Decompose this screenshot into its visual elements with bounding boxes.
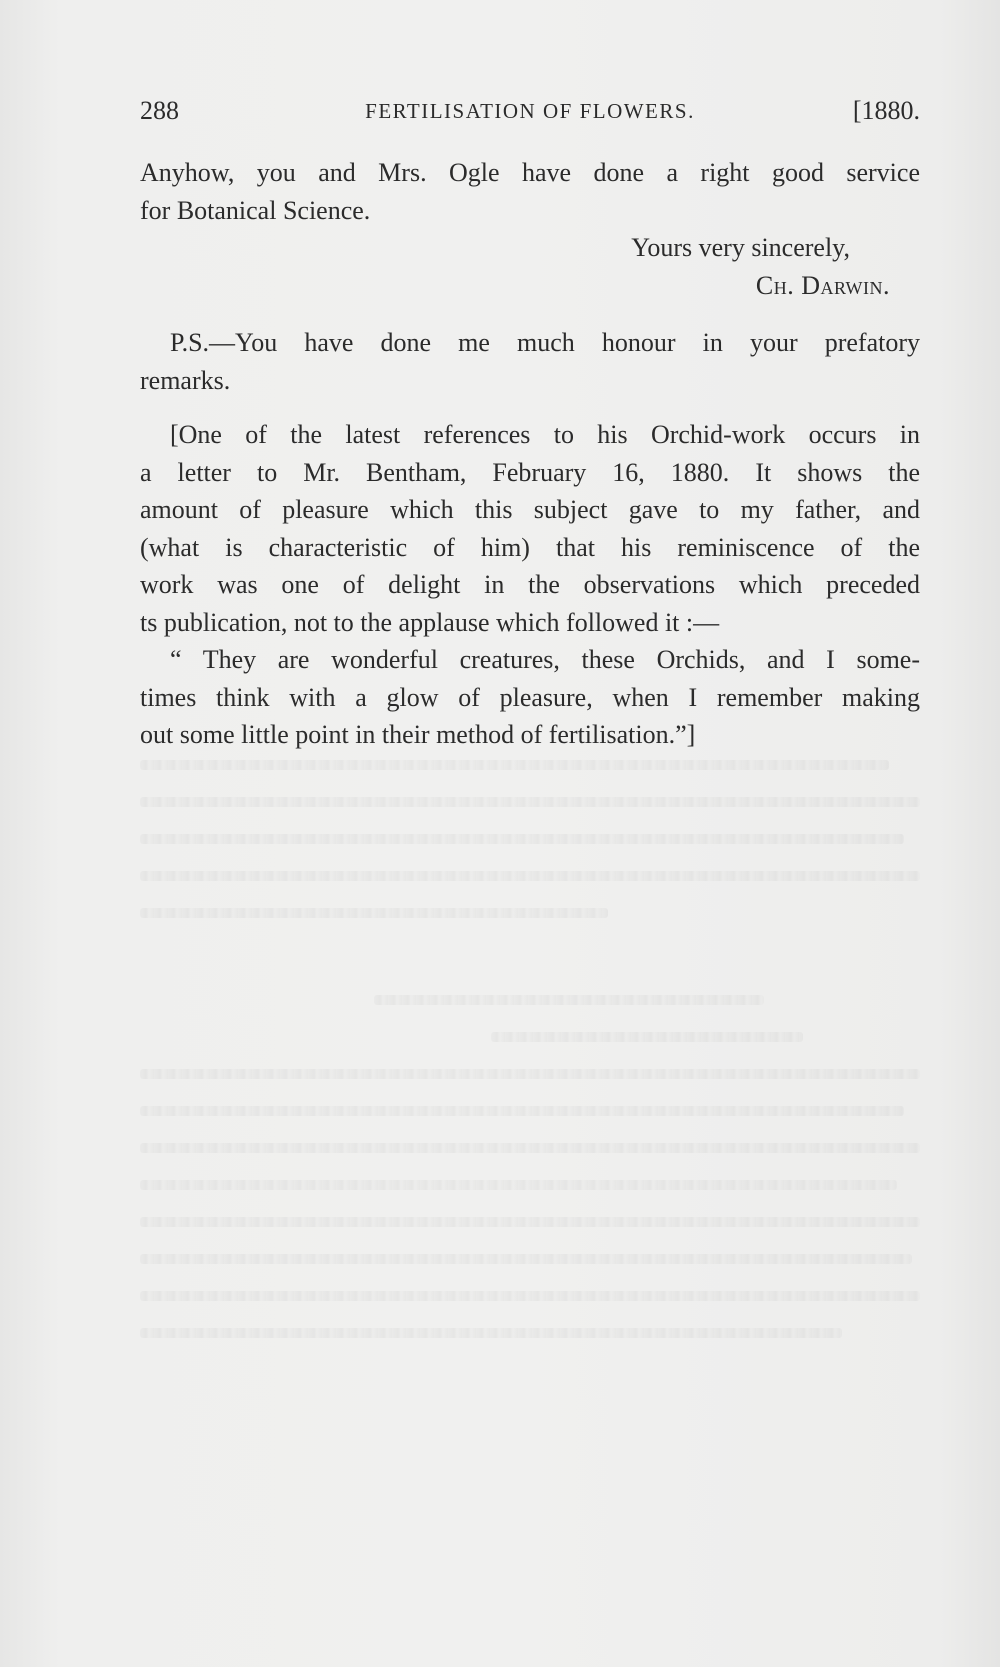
text-line: times think with a glow of pleasure, when I remember making <box>140 682 920 712</box>
paragraph-closing <box>140 154 920 229</box>
postscript <box>140 324 920 399</box>
header-year: [1880. <box>852 96 920 125</box>
text-line: work was one of delight in the observations which preceded <box>140 570 920 599</box>
text-line: out some little point in their method of fertilisation.”] <box>140 720 696 749</box>
text-line: a letter to Mr. Bentham, February 16, 1880. It shows the <box>140 457 920 487</box>
bleed-through-texture <box>140 760 920 1460</box>
text-line: amount of pleasure which this subject gave to my father, and <box>140 495 920 524</box>
text-line: remarks. <box>140 365 231 395</box>
text-line: for Botanical Science. <box>140 195 371 225</box>
body-text <box>140 154 920 754</box>
page-number: 288 <box>140 96 179 125</box>
text-line: P.S.—You have done me much honour in your prefatory <box>170 328 920 357</box>
running-header <box>140 96 920 130</box>
quotation <box>140 641 920 754</box>
text-line: [One of the latest references to his Orchid-work occurs in <box>170 420 920 449</box>
letter-signoff: Yours very sincerely, <box>631 233 850 262</box>
editorial-paragraph <box>140 416 920 641</box>
text-line: (what is characteristic of him) that his reminiscence of the <box>140 532 920 562</box>
letter-signature: Ch. Darwin. <box>755 270 890 300</box>
running-title: FERTILISATION OF FLOWERS. <box>365 99 695 123</box>
text-line: “ They are wonderful creatures, these Orchids, and I some- <box>170 645 920 674</box>
text-line: Anyhow, you and Mrs. Ogle have done a right good service <box>140 158 920 187</box>
text-line: ts publication, not to the applause which followed it :— <box>140 607 720 637</box>
